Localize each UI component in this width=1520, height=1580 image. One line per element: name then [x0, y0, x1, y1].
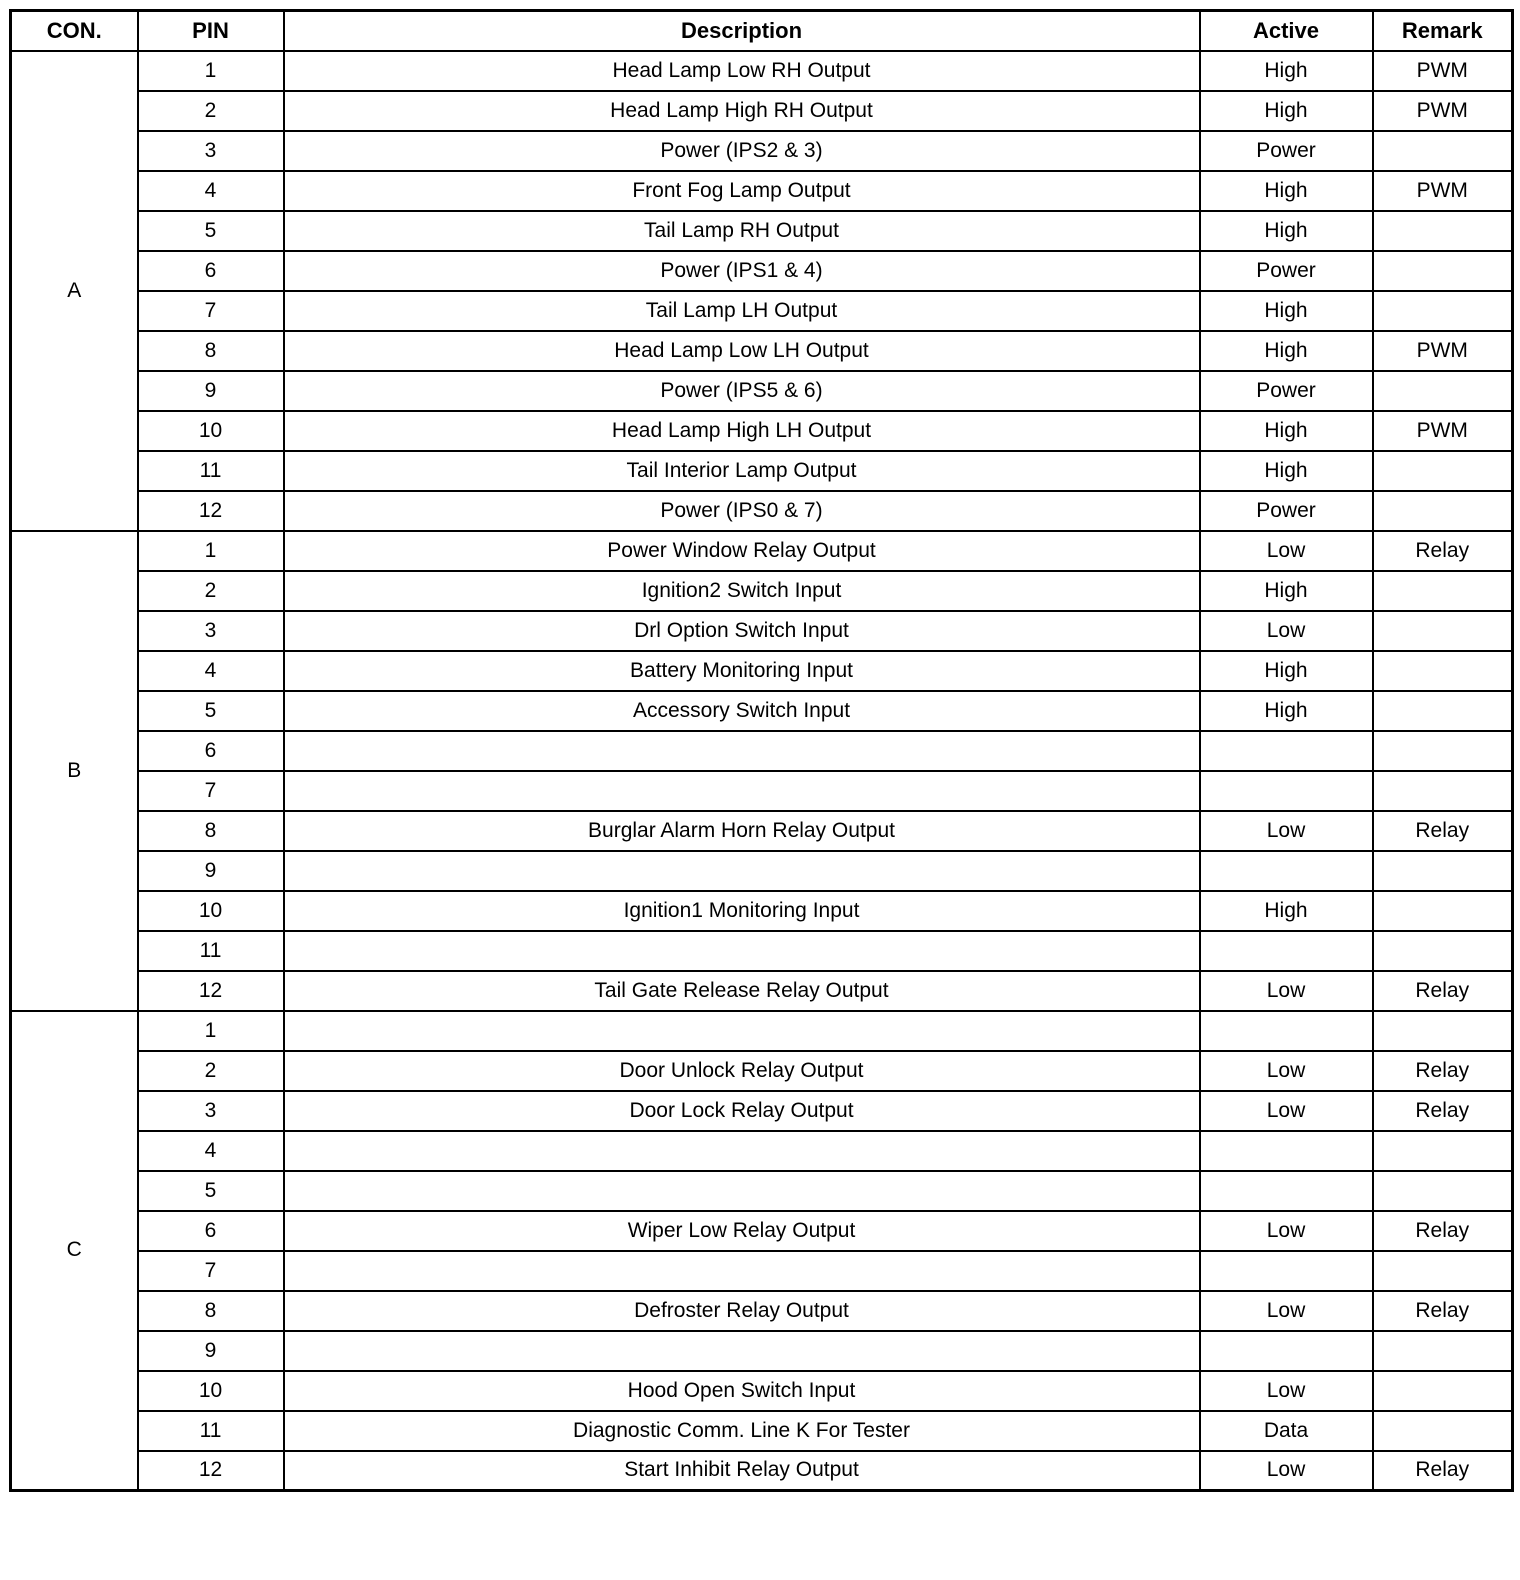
description-cell: Battery Monitoring Input — [284, 651, 1200, 691]
table-row — [11, 691, 1513, 731]
active-cell: Power — [1200, 251, 1373, 291]
description-cell: Ignition2 Switch Input — [284, 571, 1200, 611]
header-remark: Remark — [1373, 11, 1513, 51]
remark-cell: PWM — [1373, 411, 1513, 451]
description-cell: Burglar Alarm Horn Relay Output — [284, 811, 1200, 851]
table-row — [11, 971, 1513, 1011]
active-cell — [1200, 1011, 1373, 1051]
remark-cell — [1373, 371, 1513, 411]
remark-cell: PWM — [1373, 171, 1513, 211]
active-cell — [1200, 1131, 1373, 1171]
header-row — [11, 11, 1513, 51]
description-cell: Head Lamp Low RH Output — [284, 51, 1200, 91]
table-row — [11, 731, 1513, 771]
pin-cell: 4 — [138, 1131, 284, 1171]
table-row — [11, 1411, 1513, 1451]
description-cell: Front Fog Lamp Output — [284, 171, 1200, 211]
pin-cell: 1 — [138, 1011, 284, 1051]
remark-cell — [1373, 131, 1513, 171]
pin-cell: 3 — [138, 611, 284, 651]
pin-cell: 5 — [138, 211, 284, 251]
description-cell: Tail Lamp LH Output — [284, 291, 1200, 331]
description-cell: Wiper Low Relay Output — [284, 1211, 1200, 1251]
remark-cell — [1373, 451, 1513, 491]
active-cell: Low — [1200, 1211, 1373, 1251]
description-cell — [284, 771, 1200, 811]
active-cell — [1200, 851, 1373, 891]
remark-cell: Relay — [1373, 531, 1513, 571]
active-cell: Low — [1200, 1371, 1373, 1411]
description-cell: Door Unlock Relay Output — [284, 1051, 1200, 1091]
active-cell: Low — [1200, 811, 1373, 851]
pin-cell: 9 — [138, 1331, 284, 1371]
remark-cell: Relay — [1373, 811, 1513, 851]
pin-cell: 12 — [138, 491, 284, 531]
active-cell: High — [1200, 291, 1373, 331]
remark-cell — [1373, 1011, 1513, 1051]
pin-cell: 3 — [138, 1091, 284, 1131]
table-row — [11, 1251, 1513, 1291]
active-cell: High — [1200, 211, 1373, 251]
table-row — [11, 891, 1513, 931]
pin-cell: 9 — [138, 371, 284, 411]
remark-cell: Relay — [1373, 1051, 1513, 1091]
active-cell: High — [1200, 331, 1373, 371]
pin-cell: 6 — [138, 251, 284, 291]
table-row — [11, 291, 1513, 331]
header-description: Description — [284, 11, 1200, 51]
active-cell: High — [1200, 411, 1373, 451]
pin-cell: 7 — [138, 771, 284, 811]
description-cell: Ignition1 Monitoring Input — [284, 891, 1200, 931]
table-row — [11, 1331, 1513, 1371]
table-row — [11, 491, 1513, 531]
description-cell — [284, 1251, 1200, 1291]
description-cell: Head Lamp High LH Output — [284, 411, 1200, 451]
connector-cell: C — [11, 1011, 138, 1491]
description-cell — [284, 1331, 1200, 1371]
pin-cell: 12 — [138, 1451, 284, 1491]
active-cell — [1200, 1331, 1373, 1371]
description-cell: Drl Option Switch Input — [284, 611, 1200, 651]
active-cell — [1200, 1251, 1373, 1291]
description-cell — [284, 1011, 1200, 1051]
header-active: Active — [1200, 11, 1373, 51]
description-cell: Diagnostic Comm. Line K For Tester — [284, 1411, 1200, 1451]
table-row — [11, 251, 1513, 291]
remark-cell — [1373, 931, 1513, 971]
description-cell: Accessory Switch Input — [284, 691, 1200, 731]
description-cell: Power (IPS5 & 6) — [284, 371, 1200, 411]
table-row — [11, 1371, 1513, 1411]
description-cell — [284, 931, 1200, 971]
active-cell: Low — [1200, 1051, 1373, 1091]
pin-cell: 12 — [138, 971, 284, 1011]
description-cell: Door Lock Relay Output — [284, 1091, 1200, 1131]
active-cell: High — [1200, 651, 1373, 691]
remark-cell: Relay — [1373, 1091, 1513, 1131]
table-row — [11, 611, 1513, 651]
table-row — [11, 1131, 1513, 1171]
pin-cell: 8 — [138, 1291, 284, 1331]
table-row — [11, 1171, 1513, 1211]
active-cell: High — [1200, 891, 1373, 931]
remark-cell — [1373, 1171, 1513, 1211]
active-cell: Power — [1200, 491, 1373, 531]
remark-cell — [1373, 1251, 1513, 1291]
active-cell: High — [1200, 451, 1373, 491]
description-cell: Head Lamp High RH Output — [284, 91, 1200, 131]
pin-cell: 6 — [138, 1211, 284, 1251]
table-row — [11, 531, 1513, 571]
remark-cell: Relay — [1373, 1211, 1513, 1251]
description-cell: Power (IPS2 & 3) — [284, 131, 1200, 171]
pin-cell: 6 — [138, 731, 284, 771]
pin-cell: 2 — [138, 1051, 284, 1091]
table-row — [11, 1211, 1513, 1251]
remark-cell: PWM — [1373, 51, 1513, 91]
table-row — [11, 811, 1513, 851]
description-cell — [284, 731, 1200, 771]
description-cell: Defroster Relay Output — [284, 1291, 1200, 1331]
active-cell: High — [1200, 691, 1373, 731]
remark-cell — [1373, 491, 1513, 531]
active-cell — [1200, 771, 1373, 811]
table-row — [11, 91, 1513, 131]
pin-cell: 9 — [138, 851, 284, 891]
remark-cell — [1373, 891, 1513, 931]
description-cell: Tail Lamp RH Output — [284, 211, 1200, 251]
table-row — [11, 1091, 1513, 1131]
active-cell: High — [1200, 91, 1373, 131]
active-cell: High — [1200, 51, 1373, 91]
pin-cell: 5 — [138, 1171, 284, 1211]
table-row — [11, 1011, 1513, 1051]
remark-cell — [1373, 251, 1513, 291]
pin-cell: 2 — [138, 91, 284, 131]
remark-cell: PWM — [1373, 91, 1513, 131]
connector-cell: A — [11, 51, 138, 531]
remark-cell — [1373, 611, 1513, 651]
active-cell: Low — [1200, 531, 1373, 571]
active-cell: Data — [1200, 1411, 1373, 1451]
pin-cell: 7 — [138, 1251, 284, 1291]
pin-cell: 4 — [138, 651, 284, 691]
table-row — [11, 331, 1513, 371]
description-cell: Power Window Relay Output — [284, 531, 1200, 571]
table-row — [11, 771, 1513, 811]
remark-cell — [1373, 1411, 1513, 1451]
table-row — [11, 571, 1513, 611]
active-cell: Low — [1200, 1091, 1373, 1131]
description-cell: Hood Open Switch Input — [284, 1371, 1200, 1411]
remark-cell — [1373, 1331, 1513, 1371]
pin-cell: 10 — [138, 411, 284, 451]
pin-cell: 1 — [138, 531, 284, 571]
pin-cell: 7 — [138, 291, 284, 331]
table-row — [11, 931, 1513, 971]
description-cell — [284, 1131, 1200, 1171]
remark-cell: Relay — [1373, 1451, 1513, 1491]
remark-cell: Relay — [1373, 971, 1513, 1011]
table-row — [11, 1451, 1513, 1491]
table-row — [11, 1291, 1513, 1331]
table-row — [11, 851, 1513, 891]
pin-cell: 5 — [138, 691, 284, 731]
pin-cell: 2 — [138, 571, 284, 611]
remark-cell: Relay — [1373, 1291, 1513, 1331]
table-row — [11, 651, 1513, 691]
table-row — [11, 451, 1513, 491]
active-cell: High — [1200, 571, 1373, 611]
description-cell: Tail Gate Release Relay Output — [284, 971, 1200, 1011]
description-cell: Start Inhibit Relay Output — [284, 1451, 1200, 1491]
table-row — [11, 411, 1513, 451]
description-cell: Power (IPS1 & 4) — [284, 251, 1200, 291]
pin-cell: 1 — [138, 51, 284, 91]
remark-cell — [1373, 211, 1513, 251]
description-cell: Head Lamp Low LH Output — [284, 331, 1200, 371]
active-cell: High — [1200, 171, 1373, 211]
table-row — [11, 211, 1513, 251]
description-cell: Tail Interior Lamp Output — [284, 451, 1200, 491]
description-cell: Power (IPS0 & 7) — [284, 491, 1200, 531]
pin-cell: 11 — [138, 451, 284, 491]
active-cell: Power — [1200, 131, 1373, 171]
table-row — [11, 131, 1513, 171]
active-cell: Power — [1200, 371, 1373, 411]
description-cell — [284, 1171, 1200, 1211]
remark-cell — [1373, 1371, 1513, 1411]
remark-cell — [1373, 571, 1513, 611]
active-cell: Low — [1200, 1291, 1373, 1331]
table-row — [11, 1051, 1513, 1091]
connector-pin-table — [9, 9, 1514, 1492]
remark-cell — [1373, 651, 1513, 691]
table-row — [11, 51, 1513, 91]
connector-cell: B — [11, 531, 138, 1011]
pin-cell: 10 — [138, 891, 284, 931]
pin-cell: 8 — [138, 331, 284, 371]
remark-cell — [1373, 291, 1513, 331]
remark-cell — [1373, 691, 1513, 731]
pin-cell: 10 — [138, 1371, 284, 1411]
table-row — [11, 371, 1513, 411]
active-cell: Low — [1200, 971, 1373, 1011]
table-row — [11, 171, 1513, 211]
header-con: CON. — [11, 11, 138, 51]
active-cell — [1200, 731, 1373, 771]
table-body — [11, 51, 1513, 1491]
pin-cell: 4 — [138, 171, 284, 211]
pin-cell: 3 — [138, 131, 284, 171]
remark-cell — [1373, 771, 1513, 811]
header-pin: PIN — [138, 11, 284, 51]
active-cell: Low — [1200, 1451, 1373, 1491]
description-cell — [284, 851, 1200, 891]
remark-cell — [1373, 731, 1513, 771]
pin-cell: 11 — [138, 1411, 284, 1451]
pin-cell: 11 — [138, 931, 284, 971]
remark-cell — [1373, 1131, 1513, 1171]
active-cell: Low — [1200, 611, 1373, 651]
active-cell — [1200, 931, 1373, 971]
remark-cell — [1373, 851, 1513, 891]
active-cell — [1200, 1171, 1373, 1211]
remark-cell: PWM — [1373, 331, 1513, 371]
pin-cell: 8 — [138, 811, 284, 851]
